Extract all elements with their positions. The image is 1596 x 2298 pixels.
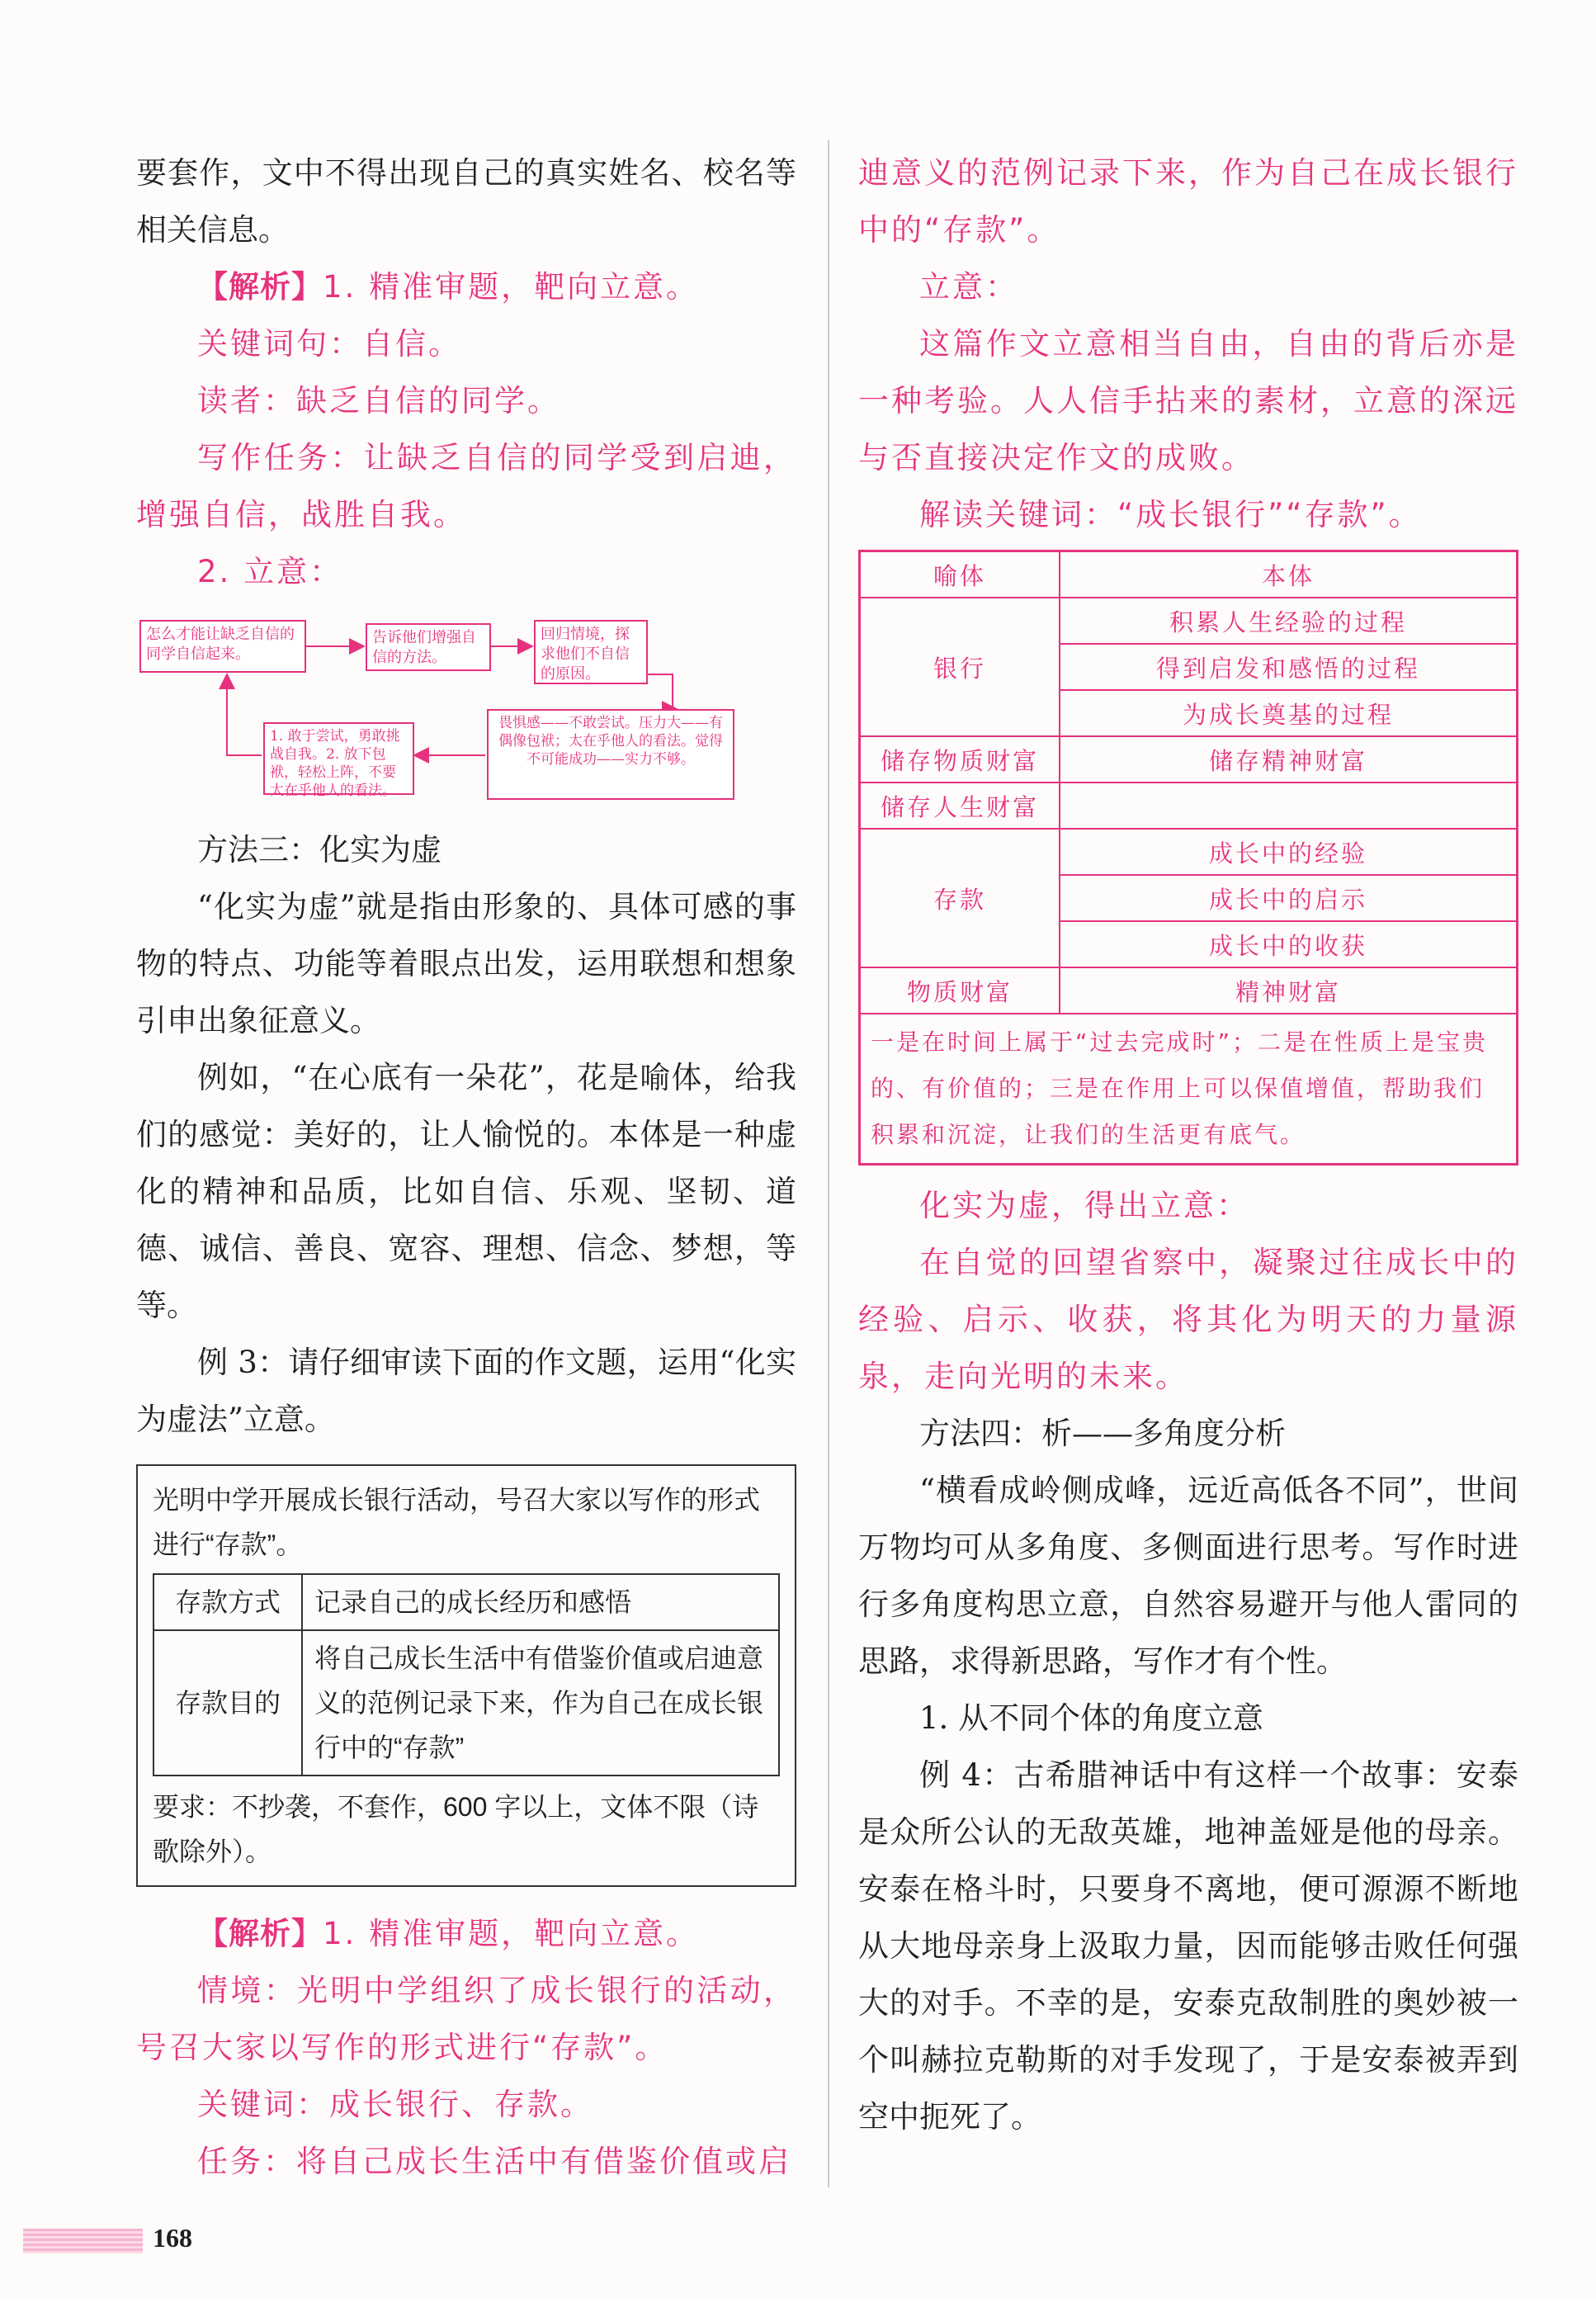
section-heading: 方法四：析——多角度分析 xyxy=(919,1416,1286,1451)
flow-box-solution: 1. 敢于尝试，勇敢挑战自我。2. 放下包袱，轻松上阵，不要太在乎他人的看法。 xyxy=(263,722,414,795)
table-row xyxy=(153,1630,779,1776)
table-cell: 记录自己的成长经历和感悟 xyxy=(302,1574,779,1630)
table-cell xyxy=(1060,783,1518,829)
table-row xyxy=(860,967,1518,1014)
analysis-line: 这篇作文立意相当自由，自由的背后亦是一种考验。人人信手拈来的素材，立意的深远与否直接决定作文的成败。 xyxy=(858,326,1518,475)
analysis-line: 立意： xyxy=(919,269,1018,305)
table-cell: 储存物质财富 xyxy=(860,736,1060,783)
table-cell: 得到启发和感悟的过程 xyxy=(1060,644,1518,690)
analysis-line: 迪意义的范例记录下来，作为自己在成长银行中的“存款”。 xyxy=(858,155,1518,248)
analysis-line: 化实为虚，得出立意： xyxy=(919,1188,1249,1223)
paragraph: “横看成岭侧成峰，远近高低各不同”，世间万物均可从多角度、多侧面进行思考。写作时进行多角度构思立意，自然容易避开与他人雷同的思路，求得新思路，写作才有个性。 xyxy=(858,1473,1518,1679)
analysis-line: 关键词句：自信。 xyxy=(197,326,461,362)
analysis-line: 解读关键词：“成长银行”“存款”。 xyxy=(919,497,1422,532)
table-cell: 物质财富 xyxy=(860,967,1060,1014)
table-cell: 存款方式 xyxy=(153,1574,302,1630)
table-header: 喻体 xyxy=(860,551,1060,598)
table-cell: 为成长奠基的过程 xyxy=(1060,690,1518,736)
table-cell: 成长中的启示 xyxy=(1060,875,1518,921)
table-cell: 成长中的收获 xyxy=(1060,921,1518,967)
left-column xyxy=(136,144,796,2190)
table-cell: 精神财富 xyxy=(1060,967,1518,1014)
table-row xyxy=(860,1014,1518,1165)
table-note: 一是在时间上属于“过去完成时”；二是在性质上是宝贵的、有价值的；三是在作用上可以保值增值，帮助我们积累和沉淀，让我们的生活更有底气。 xyxy=(860,1014,1518,1165)
flowchart xyxy=(136,617,796,806)
task-intro: 光明中学开展成长银行活动，号召大家以写作的形式进行“存款”。 xyxy=(153,1485,761,1559)
table-cell: 存款目的 xyxy=(153,1630,302,1776)
paragraph: 要套作，文中不得出现自己的真实姓名、校名等相关信息。 xyxy=(136,155,796,248)
table-row xyxy=(860,736,1518,783)
table-row xyxy=(860,551,1518,598)
paragraph: 例 3：请仔细审读下面的作文题，运用“化实为虚法”立意。 xyxy=(136,1345,796,1437)
table-cell: 储存精神财富 xyxy=(1060,736,1518,783)
analysis-line: 关键词：成长银行、存款。 xyxy=(197,2087,593,2122)
analysis-line: 【解析】1. 精准审题，靶向立意。 xyxy=(197,269,700,305)
right-column xyxy=(858,144,1518,2145)
analysis-line: 【解析】1. 精准审题，靶向立意。 xyxy=(197,1916,700,1951)
flow-box-cause: 畏惧感——不敢尝试。压力大——有偶像包袱；太在乎他人的看法。觉得不可能成功——实力不够。 xyxy=(487,709,734,800)
analysis-tag: 【解析】 xyxy=(197,1917,323,1950)
analysis-line: 在自觉的回望省察中，凝聚过往成长中的经验、启示、收获，将其化为明天的力量源泉，走向光明的未来。 xyxy=(858,1245,1518,1394)
table-row xyxy=(860,783,1518,829)
paragraph: “化实为虚”就是指由形象的、具体可感的事物的特点、功能等着眼点出发，运用联想和想象引申出象征意义。 xyxy=(136,889,796,1038)
page-number: 168 xyxy=(153,2223,192,2253)
paragraph: 例如，“在心底有一朵花”，花是喻体，给我们的感觉：美好的，让人愉悦的。本体是一种虚化的精神和品质，比如自信、乐观、坚韧、道德、诚信、善良、宽容、理想、信念、梦想，等等。 xyxy=(136,1060,796,1323)
analysis-line: 任务：将自己成长生活中有借鉴价值或启 xyxy=(197,2144,791,2179)
analysis-line: 读者：缺乏自信的同学。 xyxy=(197,383,560,418)
analysis-line: 情境：光明中学组织了成长银行的活动，号召大家以写作的形式进行“存款”。 xyxy=(136,1973,796,2065)
flow-box-question: 怎么才能让缺乏自信的同学自信起来。 xyxy=(139,620,306,673)
table-cell: 银行 xyxy=(860,598,1060,736)
table-row xyxy=(860,829,1518,875)
sub-heading: 1. 从不同个体的角度立意 xyxy=(919,1700,1264,1736)
table-cell: 成长中的经验 xyxy=(1060,829,1518,875)
section-heading: 方法三：化实为虚 xyxy=(197,832,441,868)
column-divider xyxy=(828,140,829,2187)
table-row xyxy=(153,1574,779,1630)
analysis-line: 写作任务：让缺乏自信的同学受到启迪，增强自信，战胜自我。 xyxy=(136,440,796,532)
table-cell: 将自己成长生活中有借鉴价值或启迪意义的范例记录下来，作为自己在成长银行中的“存款” xyxy=(302,1630,779,1776)
task-requirement: 要求：不抄袭，不套作，600 字以上，文体不限（诗歌除外）。 xyxy=(153,1792,759,1866)
essay-task-box xyxy=(136,1464,796,1887)
flow-box-reason: 回归情境，探求他们不自信的原因。 xyxy=(534,620,648,684)
table-row xyxy=(860,598,1518,644)
task-table xyxy=(153,1573,780,1776)
footer-decoration xyxy=(23,2229,143,2253)
table-cell: 储存人生财富 xyxy=(860,783,1060,829)
paragraph: 例 4：古希腊神话中有这样一个故事：安泰是众所公认的无敌英雄，地神盖娅是他的母亲。安泰在格斗时，只要身不离地，便可源源不断地从大地母亲身上汲取力量，因而能够击败任何强大的对手。不幸的是，安泰克敌制胜的奥妙被一个叫赫拉克勒斯的对手发现了，于是安泰被弄到空中扼死了。 xyxy=(858,1757,1518,2135)
flow-box-method: 告诉他们增强自信的方法。 xyxy=(366,623,491,671)
metaphor-table xyxy=(858,550,1518,1166)
table-header: 本体 xyxy=(1060,551,1518,598)
table-cell: 存款 xyxy=(860,829,1060,967)
analysis-line: 2. 立意： xyxy=(197,554,343,589)
table-cell: 积累人生经验的过程 xyxy=(1060,598,1518,644)
analysis-tag: 【解析】 xyxy=(197,270,323,304)
